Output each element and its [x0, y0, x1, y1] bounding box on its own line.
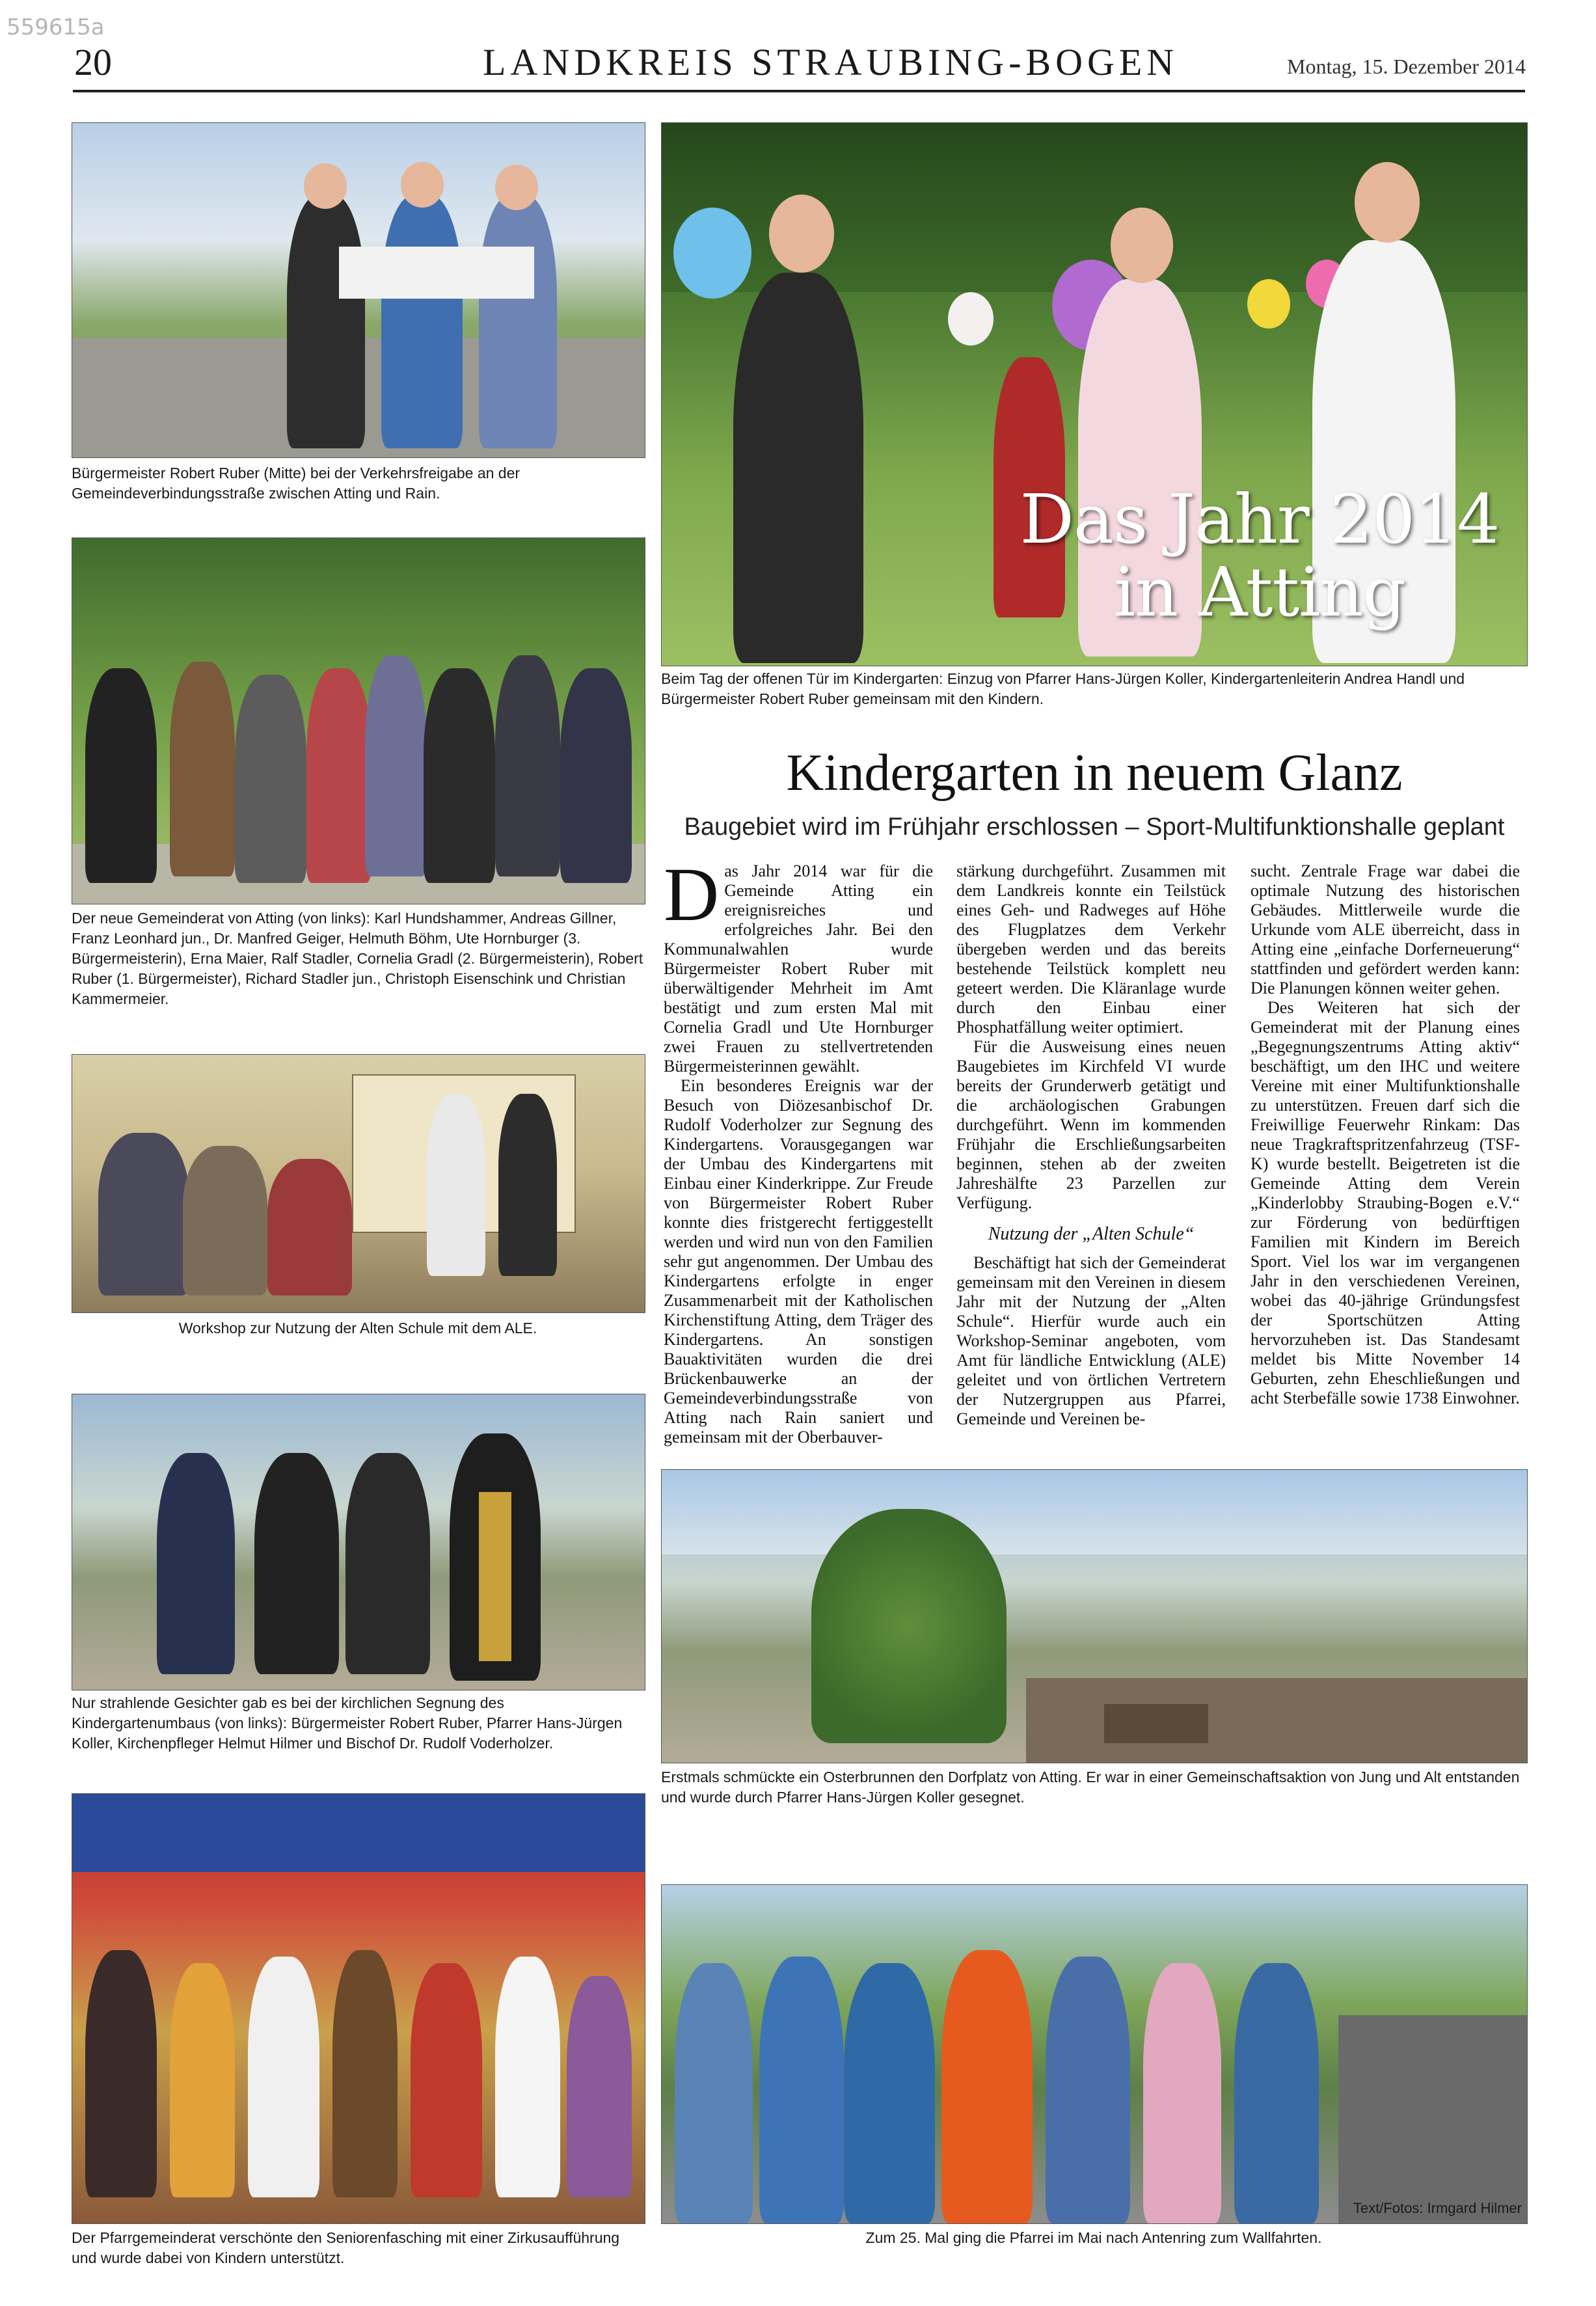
balloon: [673, 208, 751, 299]
stole: [479, 1492, 511, 1661]
figure: [427, 1094, 485, 1276]
figure: [381, 195, 463, 448]
hero-overlay-line2: in Atting: [1114, 552, 1405, 632]
article-paragraph: Beschäftigt hat sich der Gemeinderat gemeinsam mit den Vereinen in diesem Jahr mit der Nutzung der „Alten Schule“. Hierfür wurde auch ein Workshop-Seminar angeboten, vom Amt für ländliche Entwicklung (ALE) geleitet und von örtlichen Vertretern der Nutzergruppen aus Pfarrei, Gemeinde und Vereinen be-: [956, 1253, 1226, 1428]
figure: [254, 1453, 339, 1674]
figure: [365, 655, 427, 876]
figure: [479, 195, 557, 448]
stage-curtain-top: [72, 1794, 645, 1872]
figure: [567, 1976, 632, 2197]
hero-overlay-line1: Das Jahr 2014: [1020, 480, 1500, 559]
figure: [1234, 1963, 1319, 2223]
figure: [170, 1963, 235, 2197]
article-paragraph: as Jahr 2014 war für die Gemeinde Atting ein ereignisreiches und erfolgreiches Jahr. Bei den Kommunalwahlen wurde Bürgermeister Robert Ruber mit überwältigender Mehrheit im Amt bestätigt und zum ersten Mal mit Cornelia Gradl und Ute Hornburger zwei Frauen zu stellvertretenden Bürgermeisterinnen gewählt.: [664, 861, 933, 1076]
caption-hero: Beim Tag der offenen Tür im Kindergarten: Einzug von Pfarrer Hans-Jürgen Koller, Kindergartenleiterin Andrea Handl und Bürgermeister Robert Ruber gemeinsam mit den Kindern.: [661, 670, 1465, 707]
article-paragraph: Des Weiteren hat sich der Gemeinderat mit der Planung eines „Begegnungszentrums Atting aktiv“ beschäftigt, um den IHC und weitere Vereine mit einer Multifunktionshalle zu unterstützen. Freuen darf sich die Freiwillige Feuerwehr Rinkam: Das neue Tragkraftspritzenfahrzeug (TSF-K) wurde bestellt. Beigetreten ist die Gemeinde Atting dem Verein „Kinderlobby Straubing-Bogen e.V.“ zur Förderung von bedürftigen Familien mit Kindern im Bereich Sport. Viel los war im vergangenen Jahr in den verschiedenen Vereinen, wobei das 40-jährige Gründungsfest der Sportschützen Atting hervorzuheben ist. Das Standesamt meldet bis Mitte November 14 Geburten, zehn Eheschließungen und acht Sterbefälle sowie 1738 Einwohner.: [1251, 998, 1520, 1407]
header-rule: [73, 90, 1525, 92]
article-column-1: [664, 852, 933, 1447]
figure: [345, 1453, 430, 1674]
figure: [248, 1957, 319, 2197]
figure: [495, 655, 560, 876]
figure: [1143, 1963, 1221, 2223]
caption-council-group: Der neue Gemeinderat von Atting (von links): Karl Hundshammer, Andreas Gillner, Franz Leonhard jun., Dr. Manfred Geiger, Helmuth Böhm, Ute Hornburger (3. Bürgermeisterin), Erna Maier, Ralf Stadler, Cornelia Gradl (2. Bürgermeisterin), Robert Ruber (1. Bürgermeister), Richard Stadler jun., Christoph Eisenschink und Christian Kammermeier.: [72, 910, 643, 1007]
figure-head: [401, 162, 444, 208]
figure: [498, 1094, 557, 1276]
figure: [733, 273, 863, 663]
photo-workshop: [72, 1054, 645, 1313]
photo-credit: Text/Fotos: Irmgard Hilmer: [1353, 2200, 1522, 2216]
figure: [495, 1957, 560, 2197]
photo-council-group: [72, 537, 645, 904]
figure-head: [1355, 162, 1420, 243]
figure: [424, 668, 495, 883]
caption-workshop: Workshop zur Nutzung der Alten Schule mit dem ALE.: [178, 1320, 537, 1336]
caption-easter-fountain: Erstmals schmückte ein Osterbrunnen den Dorfplatz von Atting. Er war in einer Gemeinschaftsaktion von Jung und Alt entstanden und wurde durch Pfarrer Hans-Jürgen Koller gesegnet.: [661, 1769, 1520, 1806]
sky: [662, 1470, 1527, 1554]
crowd: [1338, 2015, 1527, 2223]
balloon: [948, 292, 994, 346]
figure: [844, 1963, 935, 2223]
hero-overlay-title: [1012, 480, 1507, 632]
figure: [170, 662, 235, 876]
drop-cap: D: [664, 852, 720, 937]
figure: [675, 1963, 753, 2223]
article-paragraph: Für die Ausweisung eines neuen Baugebietes im Kirchfeld VI wurde bereits der Grunderwerb getätigt und die archäologischen Grabungen durchgeführt. Wenn im kommenden Frühjahr die Erschließungsarbeiten beginnen, stehen ab der zweiten Jahreshälfte 23 Parzellen zur Verfügung.: [956, 1037, 1226, 1212]
article-paragraph: sucht. Zentrale Frage war dabei die optimale Nutzung des historischen Gebäudes. Mittlerweile wurde die Urkunde vom ALE überreicht, dass in Atting eine „einfache Dorferneuerung“ stattfinden und gefördert werden kann: Die Planungen können weiter gehen.: [1251, 861, 1520, 997]
figure-head: [1111, 208, 1173, 283]
photo-pilgrimage: [661, 1884, 1528, 2224]
photo-easter-fountain: [661, 1469, 1528, 1763]
figure: [183, 1146, 267, 1295]
figure: [85, 1950, 157, 2197]
article-column-3: [1251, 861, 1520, 1408]
archive-stamp: 559615a: [7, 14, 105, 40]
caption-pilgrimage: Zum 25. Mal ging die Pfarrei im Mai nach Antenring zum Wallfahrten.: [865, 2229, 1322, 2246]
figure: [560, 668, 632, 883]
article-paragraph: stärkung durchgeführt. Zusammen mit dem Landkreis konnte ein Teilstück eines Geh- und Radweges auf Höhe des Flugplatzes dem Verkehr übergeben werden und das bereits bestehende Teilstück komplett neu geteert werden. Die Kläranlage wurde durch den Einbau einer Phosphatfällung weiter optimiert.: [956, 861, 1226, 1037]
article-headline: Kindergarten in neuem Glanz: [786, 744, 1403, 802]
figure: [306, 668, 372, 883]
figure: [157, 1453, 235, 1674]
figure-head: [304, 163, 347, 209]
issue-date: Montag, 15. Dezember 2014: [1286, 55, 1526, 78]
article-subtitle: Nutzung der „Alten Schule“: [988, 1224, 1195, 1244]
figure: [287, 195, 365, 448]
decorated-fountain: [811, 1509, 1007, 1743]
plan-paper: [339, 247, 534, 299]
photo-circus: [72, 1793, 645, 2224]
figure: [267, 1159, 352, 1295]
photo-road-opening: [72, 122, 645, 458]
balloon: [1247, 279, 1290, 329]
figure-head: [769, 195, 834, 273]
bench: [1104, 1704, 1208, 1743]
figure: [98, 1133, 189, 1295]
figure: [759, 1957, 844, 2223]
figure: [411, 1963, 482, 2197]
figure-head: [495, 165, 538, 210]
article-paragraph: Ein besonderes Ereignis war der Besuch von Diözesanbischof Dr. Rudolf Voderholzer zur Segnung des Kindergartens. Vorausgegangen war der Umbau des Kindergartens mit Einbau einer Kinderkrippe. Zur Freude von Bürgermeister Robert Ruber konnte dies fristgerecht fertiggestellt werden und wird nun von den Familien sehr gut angenommen. Der Umbau des Kindergartens erfolgte in enger Zusammenarbeit mit der Katholischen Kirchenstiftung Atting, dem Träger des Kindergartens. An sonstigen Bauaktivitäten wurden die drei Brückenbauwerke an der Gemeindeverbindungsstraße von Atting nach Rain saniert und gemeinsam mit der Oberbauver-: [664, 1076, 933, 1446]
caption-circus: Der Pfarrgemeinderat verschönte den Seniorenfasching mit einer Zirkusaufführung und wurde dabei von Kindern unterstützt.: [72, 2229, 620, 2266]
caption-blessing: Nur strahlende Gesichter gab es bei der kirchlichen Segnung des Kindergartenumbaus (von links): Bürgermeister Robert Ruber, Pfarrer Hans-Jürgen Koller, Kirchenpfleger Helmut Hilmer und Bischof Dr. Rudolf Voderholzer.: [72, 1694, 623, 1752]
article-subheadline: Baugebiet wird im Frühjahr erschlossen – Sport-Multifunktionshalle geplant: [684, 813, 1505, 841]
figure: [85, 668, 157, 883]
section-title: LANDKREIS STRAUBING-BOGEN: [483, 41, 1179, 83]
figure: [941, 1950, 1033, 2223]
crowd: [1026, 1678, 1528, 1763]
figure: [332, 1950, 398, 2197]
photo-blessing: [72, 1394, 645, 1690]
article-column-2: [956, 861, 1226, 1429]
page-number: 20: [74, 41, 112, 83]
caption-road-opening: Bürgermeister Robert Ruber (Mitte) bei der Verkehrsfreigabe an der Gemeindeverbindungsstraße zwischen Atting und Rain.: [72, 465, 521, 502]
figure: [1046, 1957, 1130, 2223]
figure: [235, 675, 306, 883]
